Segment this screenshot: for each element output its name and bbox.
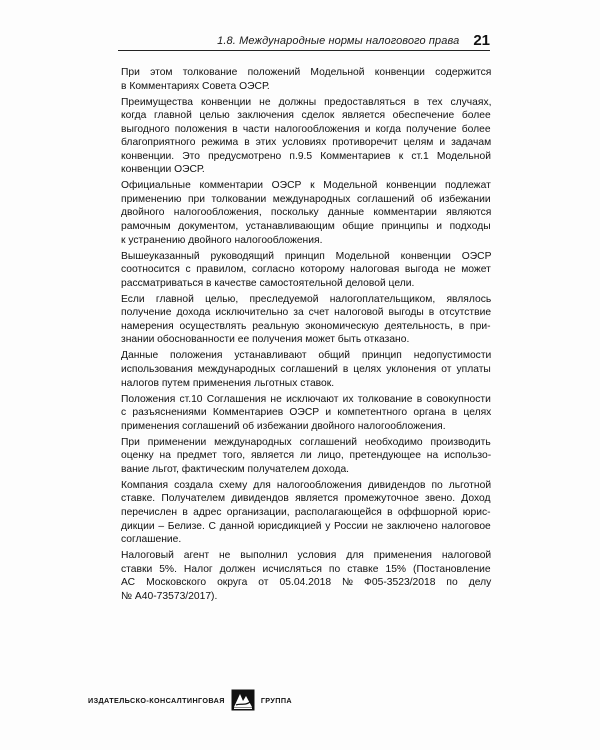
text-line: оценку на предмет того, является ли лицо, претендующее на использо- <box>121 450 492 462</box>
text-line: когда главной целью заключения сделок является обеспечение более <box>121 110 491 122</box>
text-line: с разъяснениями Комментариев ОЭСР и компетентного органа в целях <box>121 407 492 419</box>
text-line: рамочным документом, устанавливающим общие принципы и подходы <box>121 221 491 233</box>
text-line: получение дохода исключительно за счет налоговой выгоды в отсутствие <box>121 307 492 319</box>
text-line: двойного налогообложения, поскольку данные комментарии являются <box>121 207 492 219</box>
text-line: Официальные комментарии ОЭСР к Модельной конвенции подлежат <box>121 180 491 192</box>
text-line: Налоговый агент не выполнил условия для применения налоговой <box>121 550 492 562</box>
text-line: знании обоснованности ее получения может быть отказано. <box>121 334 410 346</box>
running-title: 1.8. Международные нормы налогового права <box>217 35 460 47</box>
paragraph <box>121 436 491 477</box>
text-line: намерения осуществлять реальную экономическую деятельность, в при- <box>121 320 491 332</box>
text-line: При этом толкование положений Модельной конвенции содержится <box>121 67 492 78</box>
paragraph <box>121 250 491 291</box>
page-number: 21 <box>473 32 490 49</box>
text-line: АС Московского округа от 05.04.2018 № Ф05-3523/2018 по делу <box>121 577 492 589</box>
text-line: в Комментариях Совета ОЭСР. <box>121 80 270 92</box>
paragraph <box>121 96 491 177</box>
text-line: благоприятного режима в этих условиях противоречит целям и задачам <box>121 137 492 149</box>
text-line: Вышеуказанный руководящий принцип Модельной конвенции ОЭСР <box>121 250 492 262</box>
text-line: конвенции ОЭСР. <box>121 164 205 176</box>
text-line: ставке. Получателем дивидендов является промежуточное звено. Доход <box>121 493 491 505</box>
text-line: соглашение. <box>121 534 182 546</box>
paragraph <box>121 479 491 547</box>
publisher-name-left: ИЗДАТЕЛЬСКО-КОНСАЛТИНГОВАЯ <box>88 695 225 705</box>
text-line: перечислен в адрес организации, располагающейся в оффшорной юрис- <box>121 506 491 518</box>
text-line: применению при толковании международных соглашений об избежании <box>121 193 491 205</box>
paragraph <box>121 66 491 93</box>
text-line: использования международных соглашений в целях уклонения от уплаты <box>121 363 491 375</box>
text-line: выгодного положения в части налогообложения и когда получение более <box>121 123 491 135</box>
text-line: ставки 5%. Налог должен исчисляться по ставке 15% (Постановление <box>121 563 491 575</box>
text-line: Данные положения устанавливают общий принцип недопустимости <box>121 350 492 362</box>
paragraph <box>121 549 491 603</box>
publisher-footer <box>88 688 292 712</box>
text-line: При применении международных соглашений необходимо производить <box>121 436 491 448</box>
text-line: к устранению двойного налогообложения. <box>121 234 323 246</box>
text-line: Преимущества конвенции не должны предоставляться в тех случаях, <box>121 96 492 108</box>
paragraph <box>121 349 491 390</box>
text-line: соотносится с правилом, согласно которому налоговая выгода не может <box>121 264 491 276</box>
publisher-name-right: ГРУППА <box>260 695 292 705</box>
text-line: рассматриваться в качестве самостоятельной деловой цели. <box>121 277 415 289</box>
text-line: дикции – Белизе. С данной юрисдикцией у России не заключено налоговое <box>121 520 491 532</box>
paragraph <box>121 293 491 347</box>
paragraph <box>121 179 491 247</box>
running-header <box>118 28 490 51</box>
text-line: Положения ст.10 Соглашения не исключают их толкование в совокупности <box>121 393 491 405</box>
text-line: вание льгот, фактическим получателем дохода. <box>121 463 350 475</box>
text-line: Компания создала схему для налогообложения дивидендов по льготной <box>121 479 492 491</box>
page-body <box>121 66 491 606</box>
text-line: № А40-73573/2017). <box>121 590 218 602</box>
paragraph <box>121 393 491 434</box>
text-line: налогов путем применения льготных ставок. <box>121 377 335 389</box>
text-line: конвенции. Это предусмотрено п.9.5 Комментариев к ст.1 Модельной <box>121 150 491 162</box>
text-line: применения соглашений об избежании двойного налогообложения. <box>121 420 446 432</box>
publisher-logo-icon <box>231 689 255 711</box>
text-line: Если главной целью, преследуемой налогоплательщиком, являлось <box>121 293 492 305</box>
